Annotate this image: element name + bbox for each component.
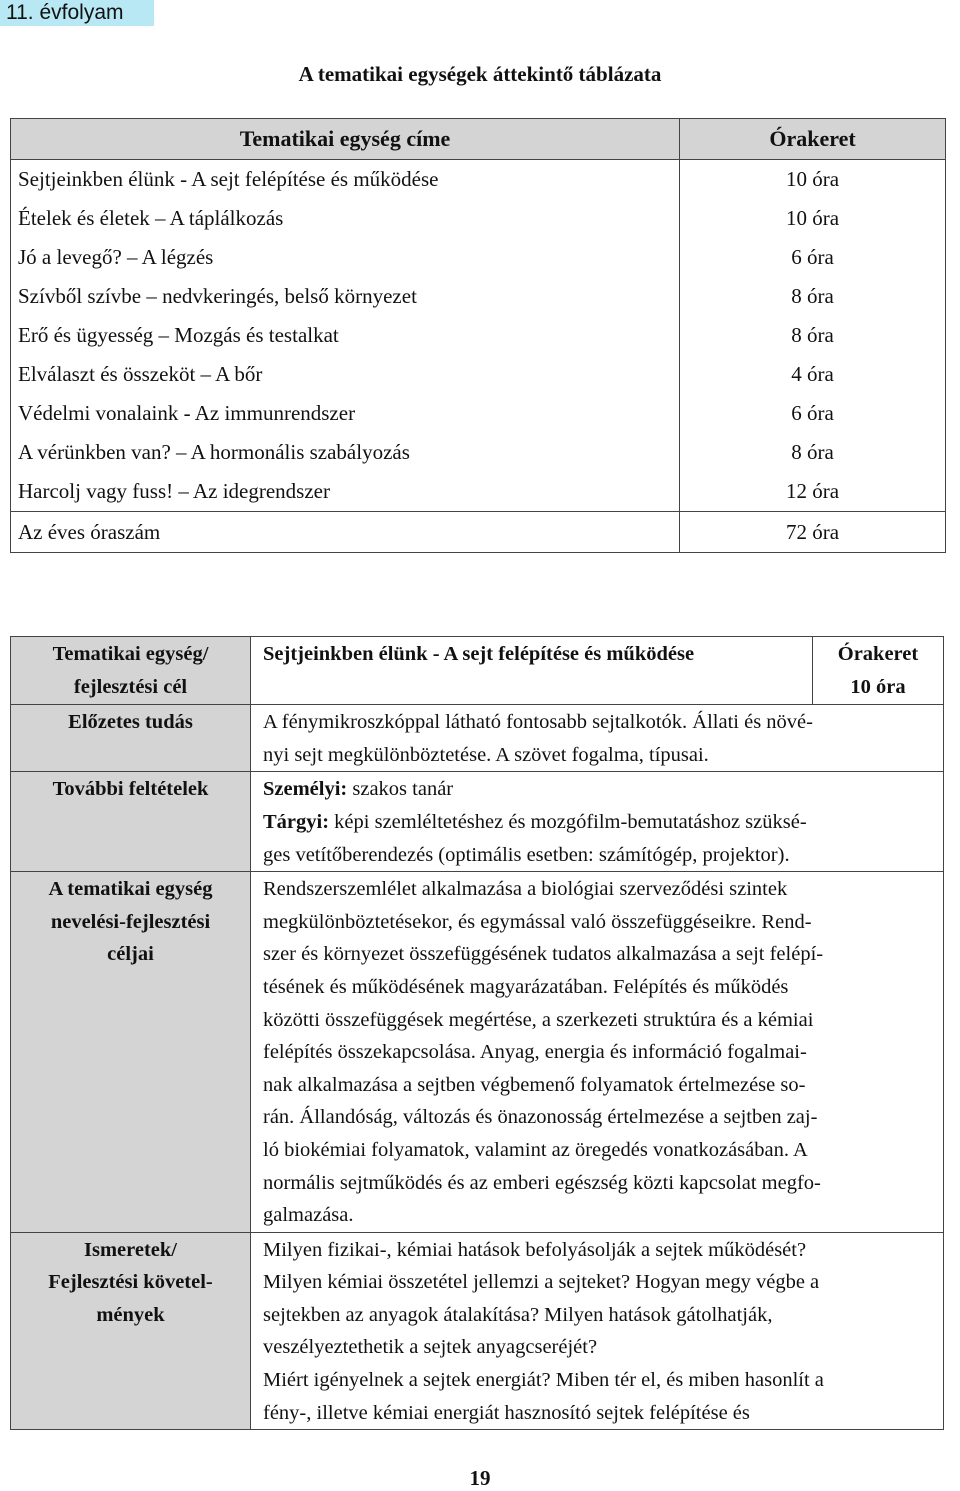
unit-name: Védelmi vonalaink - Az immunrendszer [11, 394, 680, 433]
material-text: képi szemléltetéshez és mozgófilm-bemutatáshoz szüksé- ges vetítőberendezés (optimális esetben: számítógép, projektor). [263, 810, 807, 866]
conditions-cell [251, 772, 944, 872]
label-goals: A tematikai egység nevelési-fejlesztési céljai [11, 872, 251, 1233]
table-row [11, 160, 946, 200]
unit-name: A vérünkben van? – A hormonális szabályozás [11, 433, 680, 472]
table-row [11, 394, 946, 433]
material-label: Tárgyi: [263, 810, 330, 833]
material-condition [263, 806, 933, 871]
unit-hours: 8 óra [680, 277, 946, 316]
page-title: A tematikai egységek áttekintő táblázata [298, 62, 662, 86]
label-prior-knowledge: Előzetes tudás [11, 705, 251, 772]
unit-name: Jó a levegő? – A légzés [11, 238, 680, 277]
unit-name: Erő és ügyesség – Mozgás és testalkat [11, 316, 680, 355]
table-row [11, 355, 946, 394]
table-row [11, 433, 946, 472]
unit-title: Sejtjeinkben élünk - A sejt felépítése és működése [251, 637, 813, 705]
overview-header-row [11, 119, 946, 160]
unit-hours: 12 óra [680, 472, 946, 512]
unit-hours: 8 óra [680, 433, 946, 472]
label-conditions: További feltételek [11, 772, 251, 872]
prior-knowledge-text: A fénymikroszkóppal látható fontosabb sejtalkotók. Állati és növé- nyi sejt megkülönböztetése. A szövet fogalma, típusai. [251, 705, 944, 772]
unit-detail-table [10, 636, 944, 1430]
unit-name: Harcolj vagy fuss! – Az idegrendszer [11, 472, 680, 512]
unit-hours-box: Órakeret 10 óra [813, 637, 944, 705]
label-unit-goal: Tematikai egység/ fejlesztési cél [11, 637, 251, 705]
goals-text: Rendszerszemlélet alkalmazása a biológiai szerveződési szintek megkülönböztetésekor, és egymással való összefüggéseikre. Rend- szer és környezet összefüggésének tudatos alkalmazása a sejt felépí- tésének és működésének magyarázatában. Felépítés és működés közötti összefüggések megértése, a szerkezeti struktúra és a kémiai felépítés összekapcsolása. Anyag, energia és információ fogalmai- nak alkalmazása a sejtben végbemenő folyamatok értelmezése so- rán. Állandóság, változás és önazonosság értelmezése a sejtben zaj- ló biokémiai folyamatok, valamint az öregedés vonatkozásában. A normális sejtműködés és az emberi egészség közti kapcsolat megfo- galmazása. [251, 872, 944, 1233]
unit-name: Elválaszt és összeköt – A bőr [11, 355, 680, 394]
unit-name: Ételek és életek – A táplálkozás [11, 199, 680, 238]
table-row [11, 277, 946, 316]
personal-label: Személyi: [263, 778, 348, 801]
page-number: 19 [469, 1466, 491, 1490]
grade-label: 11. évfolyam [0, 0, 154, 26]
conditions-row [11, 772, 944, 872]
personal-text: szakos tanár [347, 778, 454, 801]
table-row [11, 238, 946, 277]
unit-hours: 8 óra [680, 316, 946, 355]
unit-hours: 10 óra [680, 199, 946, 238]
personal-condition [263, 773, 933, 806]
prior-knowledge-row [11, 705, 944, 772]
total-label: Az éves óraszám [11, 512, 680, 553]
table-row [11, 472, 946, 512]
unit-hours: 6 óra [680, 238, 946, 277]
unit-title-row [11, 637, 944, 705]
unit-hours: 4 óra [680, 355, 946, 394]
column-header-title: Tematikai egység címe [11, 119, 680, 160]
unit-name: Sejtjeinkben élünk - A sejt felépítése és működése [11, 160, 680, 200]
total-row [11, 512, 946, 553]
table-row [11, 316, 946, 355]
total-hours: 72 óra [680, 512, 946, 553]
column-header-hours: Órakeret [680, 119, 946, 160]
unit-hours: 6 óra [680, 394, 946, 433]
knowledge-text: Milyen fizikai-, kémiai hatások befolyásolják a sejtek működését? Milyen kémiai összetétel jellemzi a sejteket? Hogyan megy végbe a sejtekben az anyagok átalakítása? Milyen hatások gátolhatják, veszélyeztethetik a sejtek anyagcseréjét? Miért igényelnek a sejtek energiát? Miben tér el, és miben hasonlít a fény-, illetve kémiai energiát hasznosító sejtek felépítése és [251, 1232, 944, 1430]
unit-name: Szívből szívbe – nedvkeringés, belső környezet [11, 277, 680, 316]
unit-hours: 10 óra [680, 160, 946, 200]
overview-table [10, 118, 946, 553]
knowledge-row [11, 1232, 944, 1430]
goals-row [11, 872, 944, 1233]
table-row [11, 199, 946, 238]
label-knowledge: Ismeretek/ Fejlesztési követel- mények [11, 1232, 251, 1430]
